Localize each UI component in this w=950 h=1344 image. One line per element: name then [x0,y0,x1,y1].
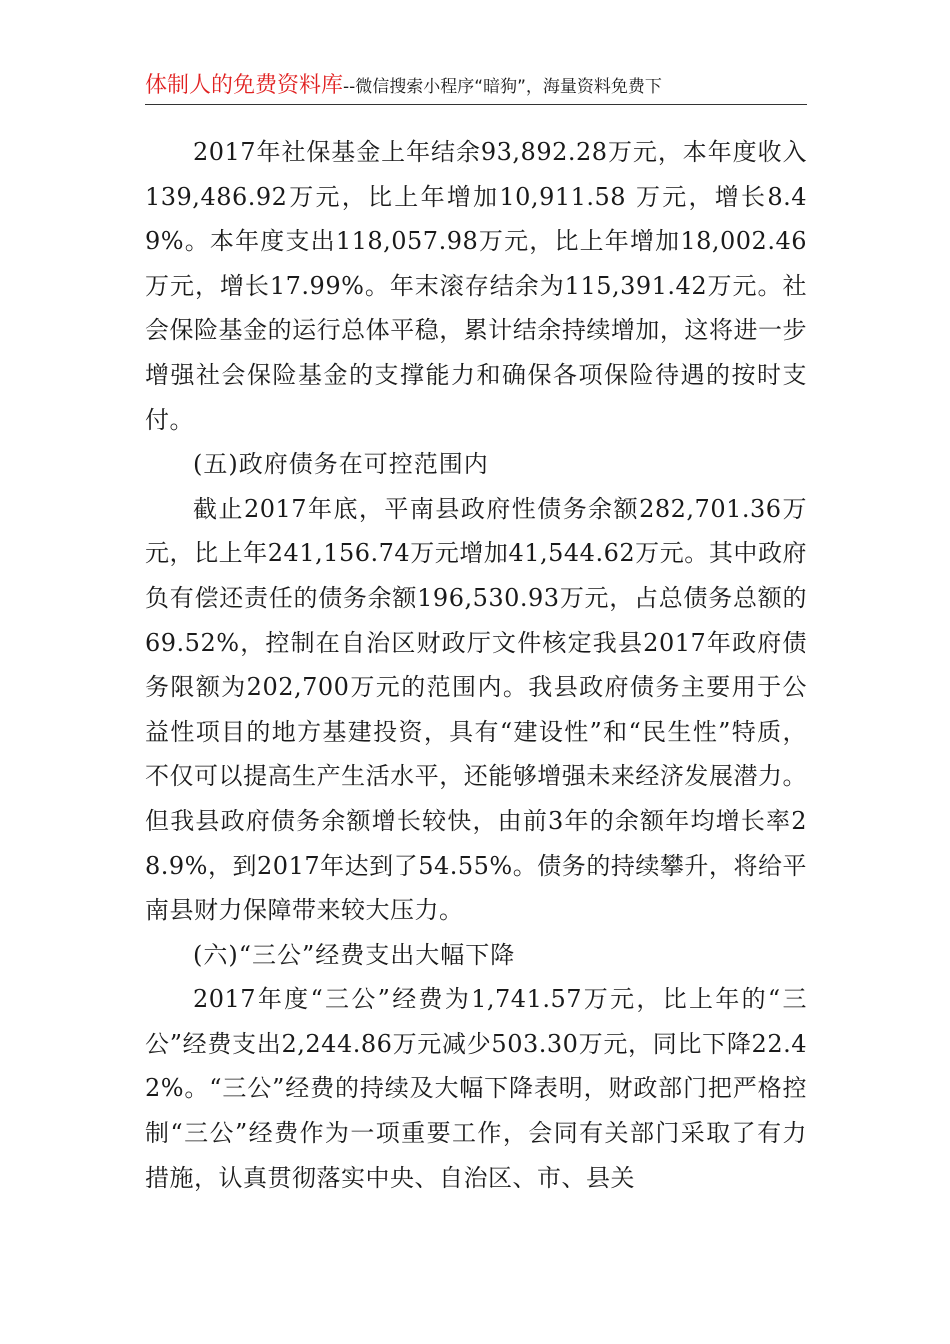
heading-government-debt: (五)政府债务在可控范围内 [193,450,489,479]
page-header [145,68,807,105]
paragraph-three-public-expenses: 2017年度“三公”经费为1,741.57万元，比上年的“三公”经费支出2,244.86万元减少503.30万元，同比下降22.42%。“三公”经费的持续及大幅下降表明，财政部门把严格控制“三公”经费作为一项重要工作，会同有关部门采取了有力措施，认真贯彻落实中央、自治区、市、县关 [145,985,807,1192]
document-body [145,130,807,1200]
paragraph-social-fund: 2017年社保基金上年结余93,892.28万元，本年度收入139,486.92万元，比上年增加10,911.58 万元，增长8.49%。本年度支出118,057.98万元，比上年增加18,002.46万元，增长17.99%。年末滚存结余为115,391.42万元。社会保险基金的运行总体平稳，累计结余持续增加，这将进一步增强社会保险基金的支撑能力和确保各项保险待遇的按时支付。 [145,138,807,434]
header-brand: 体制人的免费资料库 [145,73,344,98]
heading-three-public-expenses: (六)“三公”经费支出大幅下降 [193,940,516,969]
header-tagline: --微信搜索小程序“暗狗”，海量资料免费下 [343,77,662,97]
paragraph-government-debt: 截止2017年底，平南县政府性债务余额282,701.36万元，比上年241,156.74万元增加41,544.62万元。其中政府负有偿还责任的债务余额196,530.93万元，占总债务总额的69.52%，控制在自治区财政厅文件核定我县2017年政府债务限额为202,700万元的范围内。我县政府债务主要用于公益性项目的地方基建投资，具有“建设性”和“民生性”特质，不仅可以提高生产生活水平，还能够增强未来经济发展潜力。但我县政府债务余额增长较快，由前3年的余额年均增长率28.9%，到2017年达到了54.55%。债务的持续攀升，将给平南县财力保障带来较大压力。 [145,494,807,925]
